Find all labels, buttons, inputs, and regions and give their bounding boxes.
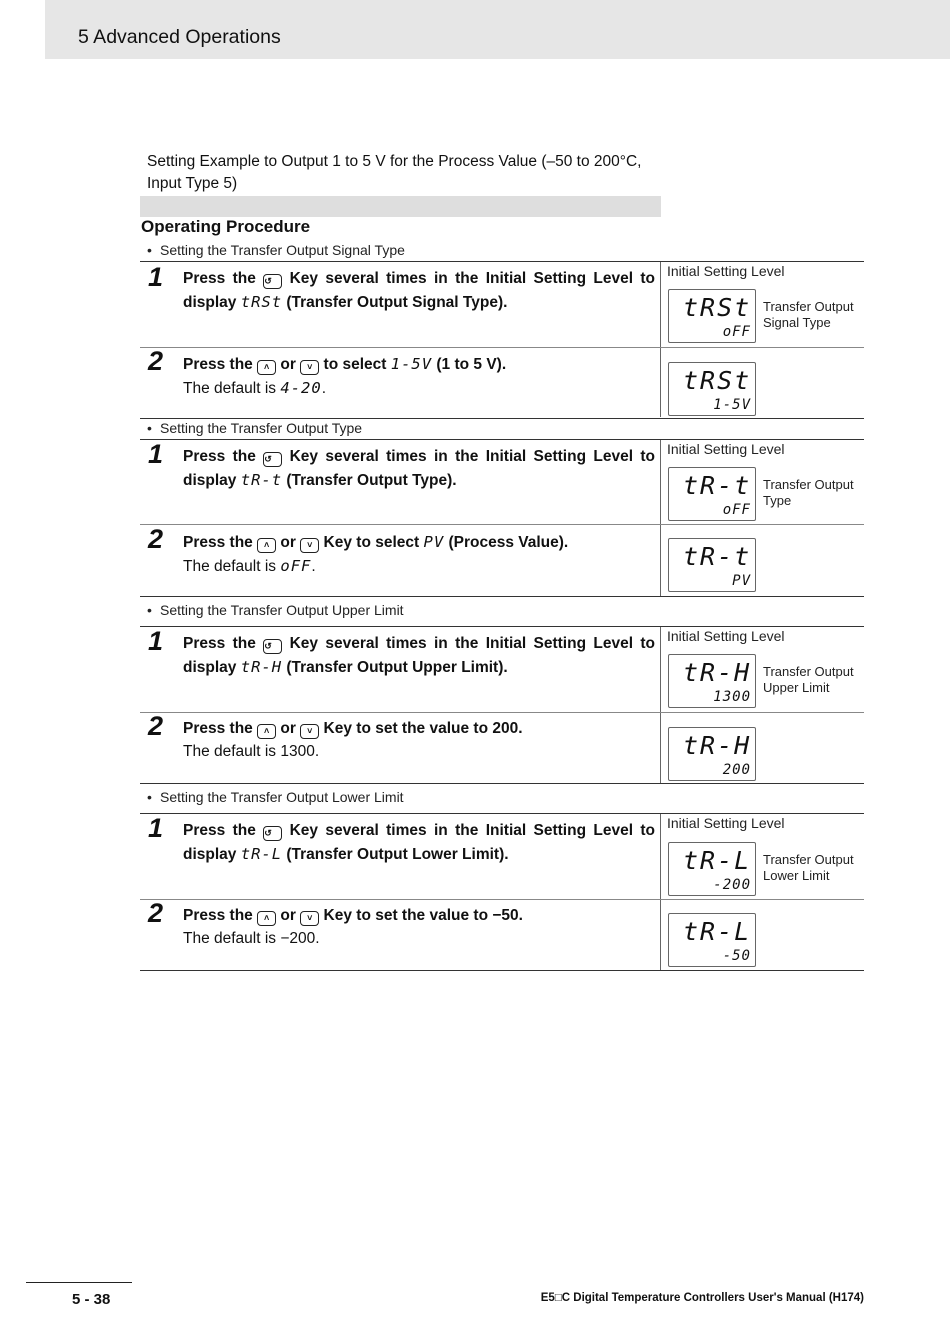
step-2-text: Press the ˄ or ˅ Key to select PV (Process Value). The default is oFF. bbox=[183, 533, 569, 575]
up-key-icon: ˄ bbox=[257, 724, 276, 739]
setting-example-heading bbox=[147, 151, 667, 195]
up-key-icon: ˄ bbox=[257, 360, 276, 375]
display-panel: tR-t PV bbox=[668, 538, 756, 592]
step-number: 1 bbox=[148, 813, 164, 843]
step-1-text: Press the ↺ Key several times in the Initial Setting Level to display tR-t (Transfer Output Type). bbox=[183, 448, 656, 489]
divider bbox=[140, 261, 864, 262]
display-panel: tR-L -200 bbox=[668, 842, 756, 896]
step-number: 2 bbox=[148, 898, 164, 928]
divider bbox=[140, 347, 864, 348]
display-panel: tRSt 1-5V bbox=[668, 362, 756, 416]
operating-procedure-title: Operating Procedure bbox=[141, 217, 311, 236]
display-panel: tR-H 1300 bbox=[668, 654, 756, 708]
divider bbox=[140, 783, 864, 784]
divider bbox=[140, 524, 864, 525]
manual-title: E5□C Digital Temperature Controllers User's Manual (H174) bbox=[540, 1292, 864, 1304]
down-key-icon: ˅ bbox=[300, 538, 319, 553]
step-1-text: Press the ↺ Key several times in the Initial Setting Level to display tR-H (Transfer Output Upper Limit). bbox=[183, 635, 656, 676]
display-caption: Transfer Output Type bbox=[763, 477, 854, 508]
step-number: 1 bbox=[148, 439, 164, 469]
step-2-text: Press the ˄ or ˅ Key to set the value to 200. The default is 1300. bbox=[183, 720, 523, 760]
display-caption: Transfer Output Signal Type bbox=[763, 299, 854, 330]
page-number: 5 - 38 bbox=[72, 1291, 111, 1308]
grey-band bbox=[140, 196, 661, 217]
initial-setting-level-label: Initial Setting Level bbox=[667, 815, 785, 831]
step-2-text: Press the ˄ or ˅ to select 1-5V (1 to 5 V). The default is 4-20. bbox=[183, 355, 507, 397]
display-caption: Transfer Output Upper Limit bbox=[763, 664, 854, 695]
mode-key-icon: ↺ bbox=[263, 452, 282, 467]
display-caption: Transfer Output Lower Limit bbox=[763, 852, 854, 883]
mode-key-icon: ↺ bbox=[263, 274, 282, 289]
divider bbox=[140, 626, 864, 627]
display-panel: tR-H 200 bbox=[668, 727, 756, 781]
chapter-header bbox=[45, 0, 950, 59]
display-panel: tR-L -50 bbox=[668, 913, 756, 967]
section-bullet: • Setting the Transfer Output Upper Limit bbox=[147, 602, 404, 618]
intro-line-1: Setting Example to Output 1 to 5 V for the Process Value (–50 to 200°C, bbox=[147, 153, 642, 170]
column-divider bbox=[660, 440, 661, 596]
column-divider bbox=[660, 814, 661, 970]
divider bbox=[140, 439, 864, 440]
divider bbox=[140, 970, 864, 971]
intro-line-2: Input Type 5) bbox=[147, 175, 238, 192]
section-bullet: • Setting the Transfer Output Type bbox=[147, 420, 363, 436]
section-bullet: • Setting the Transfer Output Lower Limit bbox=[147, 789, 404, 805]
down-key-icon: ˅ bbox=[300, 724, 319, 739]
step-number: 1 bbox=[148, 626, 164, 656]
display-panel: tRSt oFF bbox=[668, 289, 756, 343]
step-number: 2 bbox=[148, 711, 164, 741]
divider bbox=[140, 418, 864, 419]
initial-setting-level-label: Initial Setting Level bbox=[667, 441, 785, 457]
column-divider bbox=[660, 627, 661, 783]
column-divider bbox=[660, 262, 661, 417]
initial-setting-level-label: Initial Setting Level bbox=[667, 263, 785, 279]
step-2-text: Press the ˄ or ˅ Key to set the value to −50. The default is −200. bbox=[183, 907, 523, 947]
step-1-text: Press the ↺ Key several times in the Initial Setting Level to display tRSt (Transfer Output Signal Type). bbox=[183, 270, 656, 311]
divider bbox=[140, 712, 864, 713]
down-key-icon: ˅ bbox=[300, 911, 319, 926]
section-bullet: • Setting the Transfer Output Signal Type bbox=[147, 242, 405, 258]
divider bbox=[140, 899, 864, 900]
step-number: 2 bbox=[148, 346, 164, 376]
step-1-text: Press the ↺ Key several times in the Initial Setting Level to display tR-L (Transfer Output Lower Limit). bbox=[183, 822, 656, 863]
step-number: 1 bbox=[148, 262, 164, 292]
mode-key-icon: ↺ bbox=[263, 639, 282, 654]
up-key-icon: ˄ bbox=[257, 538, 276, 553]
down-key-icon: ˅ bbox=[300, 360, 319, 375]
divider bbox=[140, 813, 864, 814]
step-number: 2 bbox=[148, 524, 164, 554]
initial-setting-level-label: Initial Setting Level bbox=[667, 628, 785, 644]
footer-rule bbox=[26, 1282, 132, 1283]
mode-key-icon: ↺ bbox=[263, 826, 282, 841]
divider bbox=[140, 596, 864, 597]
chapter-title: 5 Advanced Operations bbox=[78, 26, 281, 48]
up-key-icon: ˄ bbox=[257, 911, 276, 926]
display-panel: tR-t oFF bbox=[668, 467, 756, 521]
